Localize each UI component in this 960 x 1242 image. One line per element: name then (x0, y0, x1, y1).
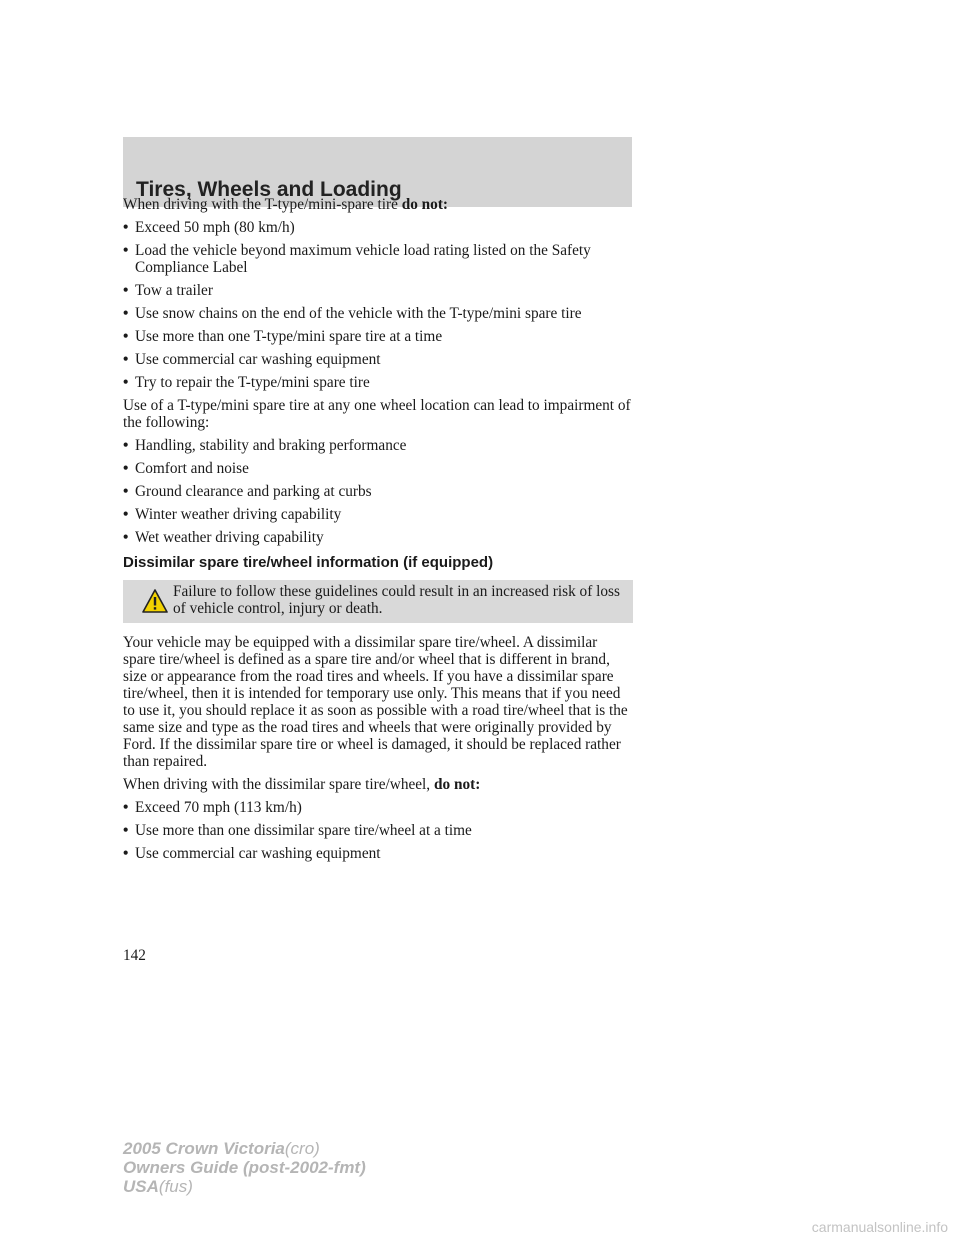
dissimilar-donot-list (123, 799, 633, 862)
list-item (123, 328, 633, 345)
bullet-icon: • (123, 460, 129, 477)
list-item (123, 483, 633, 500)
bullet-icon: • (123, 483, 129, 500)
list-item-text: Try to repair the T-type/mini spare tire (135, 374, 370, 391)
list-item (123, 437, 633, 454)
bullet-icon: • (123, 437, 129, 454)
warning-triangle-icon (142, 588, 168, 614)
tspare-intro-text: When driving with the T-type/mini-spare tire (123, 196, 402, 213)
list-item (123, 506, 633, 523)
document-footer (123, 1139, 366, 1196)
list-item-text: Use more than one dissimilar spare tire/wheel at a time (135, 822, 472, 839)
bullet-icon: • (123, 242, 129, 259)
list-item (123, 822, 633, 839)
warning-box (123, 580, 633, 623)
list-item (123, 242, 633, 276)
list-item-text: Load the vehicle beyond maximum vehicle load rating listed on the Safety Compliance Label (135, 242, 591, 276)
impairment-intro: Use of a T-type/mini spare tire at any one wheel location can lead to impairment of the following: (123, 397, 631, 431)
list-item (123, 374, 633, 391)
impairment-list (123, 437, 633, 546)
bullet-icon: • (123, 328, 129, 345)
bullet-icon: • (123, 822, 129, 839)
bullet-icon: • (123, 506, 129, 523)
footer-model-code: (cro) (284, 1139, 320, 1158)
dissimilar-paragraph: Your vehicle may be equipped with a dissimilar spare tire/wheel. A dissimilar spare tire/wheel is defined as a spare tire and/or wheel that is different in brand, size or appearance from the road tires and wheels. If you have a dissimilar spare tire/wheel, then it is intended for temporary use only. This means that if you need to use it, you should replace it as soon as possible with a road tire/wheel that is the same size and type as the road tires and wheels that were originally provided by Ford. If the dissimilar spare tire or wheel is damaged, it should be replaced rather than repaired. (123, 634, 628, 770)
list-item (123, 219, 633, 236)
warning-text: Failure to follow these guidelines could result in an increased risk of loss of vehicle control, injury or death. (173, 583, 620, 617)
tspare-donot-list (123, 219, 633, 391)
list-item (123, 305, 633, 322)
list-item (123, 460, 633, 477)
list-item-text: Use more than one T-type/mini spare tire at a time (135, 328, 443, 345)
list-item-text: Wet weather driving capability (135, 529, 324, 546)
footer-line-2: Owners Guide (post-2002-fmt) (123, 1158, 366, 1177)
footer-line-1 (123, 1139, 366, 1158)
page-title: Tires, Wheels and Loading (136, 178, 402, 201)
list-item-text: Exceed 50 mph (80 km/h) (135, 219, 295, 236)
list-item-text: Use commercial car washing equipment (135, 351, 381, 368)
list-item-text: Use commercial car washing equipment (135, 845, 381, 862)
dissimilar-intro-text: When driving with the dissimilar spare tire/wheel, (123, 776, 434, 793)
bullet-icon: • (123, 529, 129, 546)
bullet-icon: • (123, 374, 129, 391)
watermark: carmanualsonline.info (811, 1219, 948, 1235)
footer-line-3 (123, 1177, 366, 1196)
list-item-text: Handling, stability and braking performance (135, 437, 407, 454)
page-body (123, 196, 633, 868)
bullet-icon: • (123, 219, 129, 236)
list-item (123, 529, 633, 546)
bullet-icon: • (123, 799, 129, 816)
list-item-text: Use snow chains on the end of the vehicle with the T-type/mini spare tire (135, 305, 582, 322)
footer-market-code: (fus) (158, 1177, 193, 1196)
list-item-text: Tow a trailer (135, 282, 213, 299)
dissimilar-intro (123, 776, 633, 793)
bullet-icon: • (123, 282, 129, 299)
list-item-text: Ground clearance and parking at curbs (135, 483, 372, 500)
list-item (123, 282, 633, 299)
list-item (123, 799, 633, 816)
list-item-text: Winter weather driving capability (135, 506, 342, 523)
page-number: 142 (123, 947, 146, 964)
section-heading: Dissimilar spare tire/wheel information (if equipped) (123, 554, 494, 571)
footer-market: USA (123, 1177, 159, 1196)
list-item-text: Exceed 70 mph (113 km/h) (135, 799, 302, 816)
list-item (123, 845, 633, 862)
dissimilar-intro-bold: do not: (433, 776, 481, 793)
bullet-icon: • (123, 351, 129, 368)
footer-model: 2005 Crown Victoria (123, 1139, 285, 1158)
bullet-icon: • (123, 845, 129, 862)
bullet-icon: • (123, 305, 129, 322)
tspare-intro-bold: do not: (401, 196, 449, 213)
list-item-text: Comfort and noise (135, 460, 249, 477)
list-item (123, 351, 633, 368)
tspare-intro (123, 196, 633, 213)
